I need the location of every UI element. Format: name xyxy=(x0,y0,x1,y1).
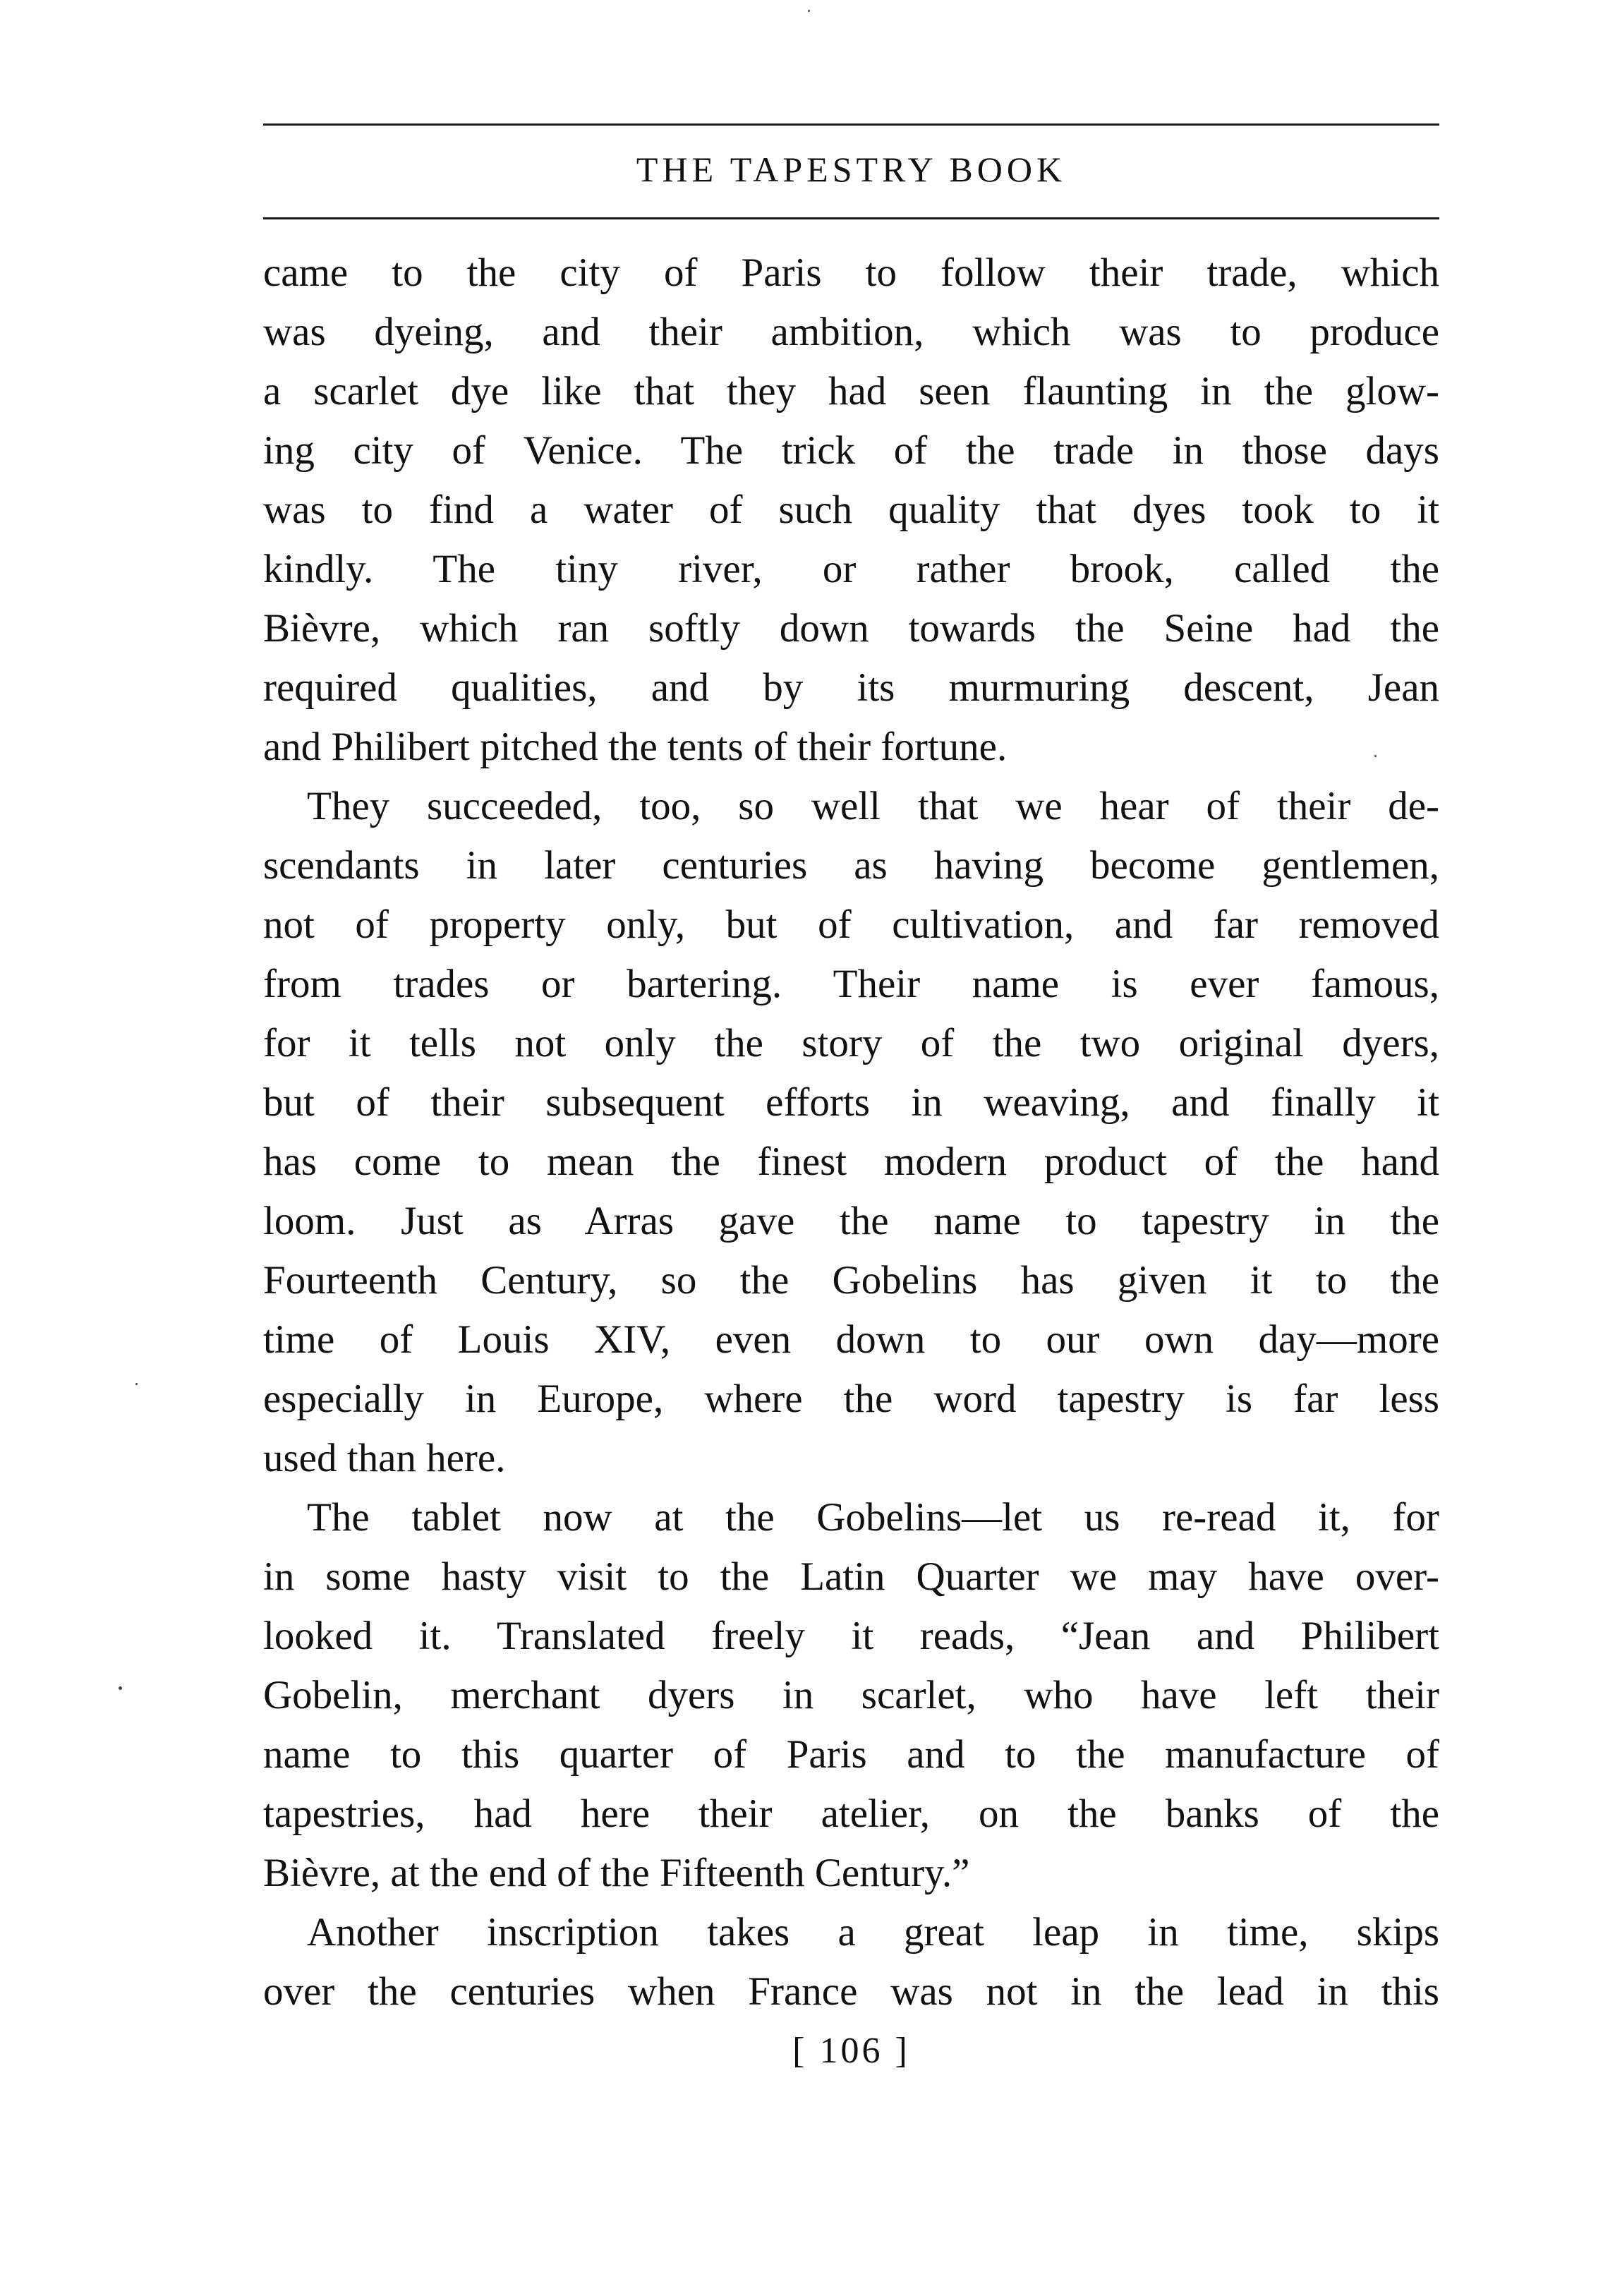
text-line: in some hasty visit to the Latin Quarter we may have over- xyxy=(263,1554,1439,1599)
text-line: Another inscription takes a great leap in time, skips xyxy=(307,1910,1439,1954)
text-line: loom. Just as Arras gave the name to tapestry in the xyxy=(263,1199,1439,1243)
header-rule-top xyxy=(263,123,1439,126)
running-head: THE TAPESTRY BOOK xyxy=(636,150,1067,189)
text-line: over the centuries when France was not in the lead in this xyxy=(263,1969,1439,2014)
text-line: name to this quarter of Paris and to the manufacture of xyxy=(263,1732,1439,1777)
paragraph xyxy=(263,777,1439,1488)
text-line: was to find a water of such quality that dyes took to it xyxy=(263,488,1439,532)
scan-speck xyxy=(1374,755,1377,757)
text-line: They succeeded, too, so well that we hear of their de- xyxy=(307,784,1439,828)
text-line: for it tells not only the story of the two original dyers, xyxy=(263,1021,1439,1065)
text-line: kindly. The tiny river, or rather brook, called the xyxy=(263,547,1439,591)
text-line: time of Louis XIV, even down to our own day—more xyxy=(263,1317,1439,1362)
text-line: looked it. Translated freely it reads, “Jean and Philibert xyxy=(263,1614,1439,1658)
paragraph xyxy=(263,1488,1439,1903)
text-line: a scarlet dye like that they had seen flaunting in the glow- xyxy=(263,369,1439,413)
scan-speck xyxy=(119,1686,122,1690)
text-line: but of their subsequent efforts in weaving, and finally it xyxy=(263,1080,1439,1125)
text-line: and Philibert pitched the tents of their fortune. xyxy=(263,725,1008,769)
text-line: The tablet now at the Gobelins—let us re-read it, for xyxy=(307,1495,1439,1540)
text-line: from trades or bartering. Their name is ever famous, xyxy=(263,962,1439,1006)
text-line: tapestries, had here their atelier, on the banks of the xyxy=(263,1792,1439,1836)
text-line: was dyeing, and their ambition, which was to produce xyxy=(263,310,1439,354)
body-text xyxy=(263,243,1439,2022)
text-line: Gobelin, merchant dyers in scarlet, who have left their xyxy=(263,1673,1439,1717)
page-number: [ 106 ] xyxy=(792,2031,910,2071)
text-line: used than here. xyxy=(263,1436,506,1480)
text-line: Bièvre, at the end of the Fifteenth Century.” xyxy=(263,1851,970,1895)
text-line: Bièvre, which ran softly down towards the Seine had the xyxy=(263,606,1439,651)
paragraph xyxy=(263,1903,1439,2022)
text-line: came to the city of Paris to follow their trade, which xyxy=(263,250,1439,295)
text-line: has come to mean the finest modern product of the hand xyxy=(263,1140,1439,1184)
scan-speck xyxy=(808,10,810,12)
text-line: scendants in later centuries as having become gentlemen, xyxy=(263,843,1439,888)
text-line: especially in Europe, where the word tapestry is far less xyxy=(263,1377,1439,1421)
header-rule-bottom xyxy=(263,217,1439,219)
text-line: ing city of Venice. The trick of the trade in those days xyxy=(263,428,1439,473)
paragraph xyxy=(263,243,1439,777)
scan-speck xyxy=(135,1383,138,1385)
text-line: Fourteenth Century, so the Gobelins has given it to the xyxy=(263,1258,1439,1303)
text-line: not of property only, but of cultivation, and far removed xyxy=(263,902,1439,947)
text-line: required qualities, and by its murmuring descent, Jean xyxy=(263,665,1439,710)
